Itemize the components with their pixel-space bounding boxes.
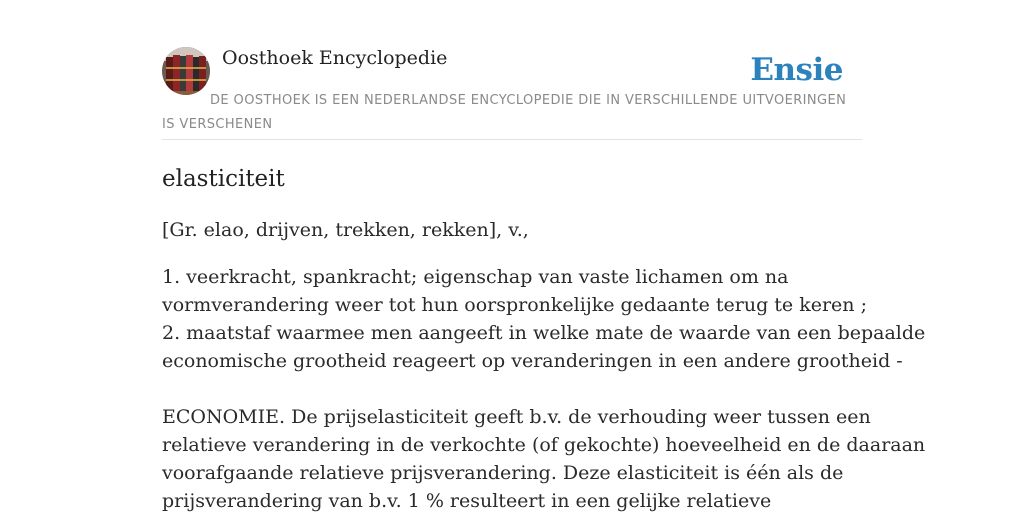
article-etymology: [Gr. elao, drijven, trekken, rekken], v., <box>162 219 529 241</box>
article-body-line: 2. maatstaf waarmee men aangeeft in welke mate de waarde van een bepaalde <box>162 322 926 344</box>
header-divider <box>162 139 862 140</box>
article-body <box>162 263 926 512</box>
article-body-line: ECONOMIE. De prijselasticiteit geeft b.v. de verhouding weer tussen een <box>162 406 871 428</box>
publication-description: DE OOSTHOEK IS EEN NEDERLANDSE ENCYCLOPEDIE DIE IN VERSCHILLENDE UITVOERINGEN IS VERSCHENEN <box>162 93 847 132</box>
publication-avatar[interactable] <box>162 47 210 95</box>
publication-name[interactable]: Oosthoek Encyclopedie <box>222 47 448 69</box>
article-title: elasticiteit <box>162 166 285 192</box>
article-body-line: voorafgaande relatieve prijsverandering. Deze elasticiteit is één als de <box>162 462 844 484</box>
book-spines-icon <box>162 47 210 95</box>
article-body-line: vormverandering weer tot hun oorspronkelijke gedaante terug te keren ; <box>162 294 867 316</box>
article-body-line: relatieve verandering in de verkochte (of gekochte) hoeveelheid en de daaraan <box>162 434 926 456</box>
brand-logo[interactable]: Ensie <box>750 52 843 88</box>
article-body-line: prijsverandering van b.v. 1 % resulteert in een gelijke relatieve <box>162 490 772 512</box>
article-body-line: 1. veerkracht, spankracht; eigenschap van vaste lichamen om na <box>162 266 789 288</box>
article-body-line <box>162 375 862 403</box>
article-body-line: economische grootheid reageert op veranderingen in een andere grootheid - <box>162 350 903 372</box>
